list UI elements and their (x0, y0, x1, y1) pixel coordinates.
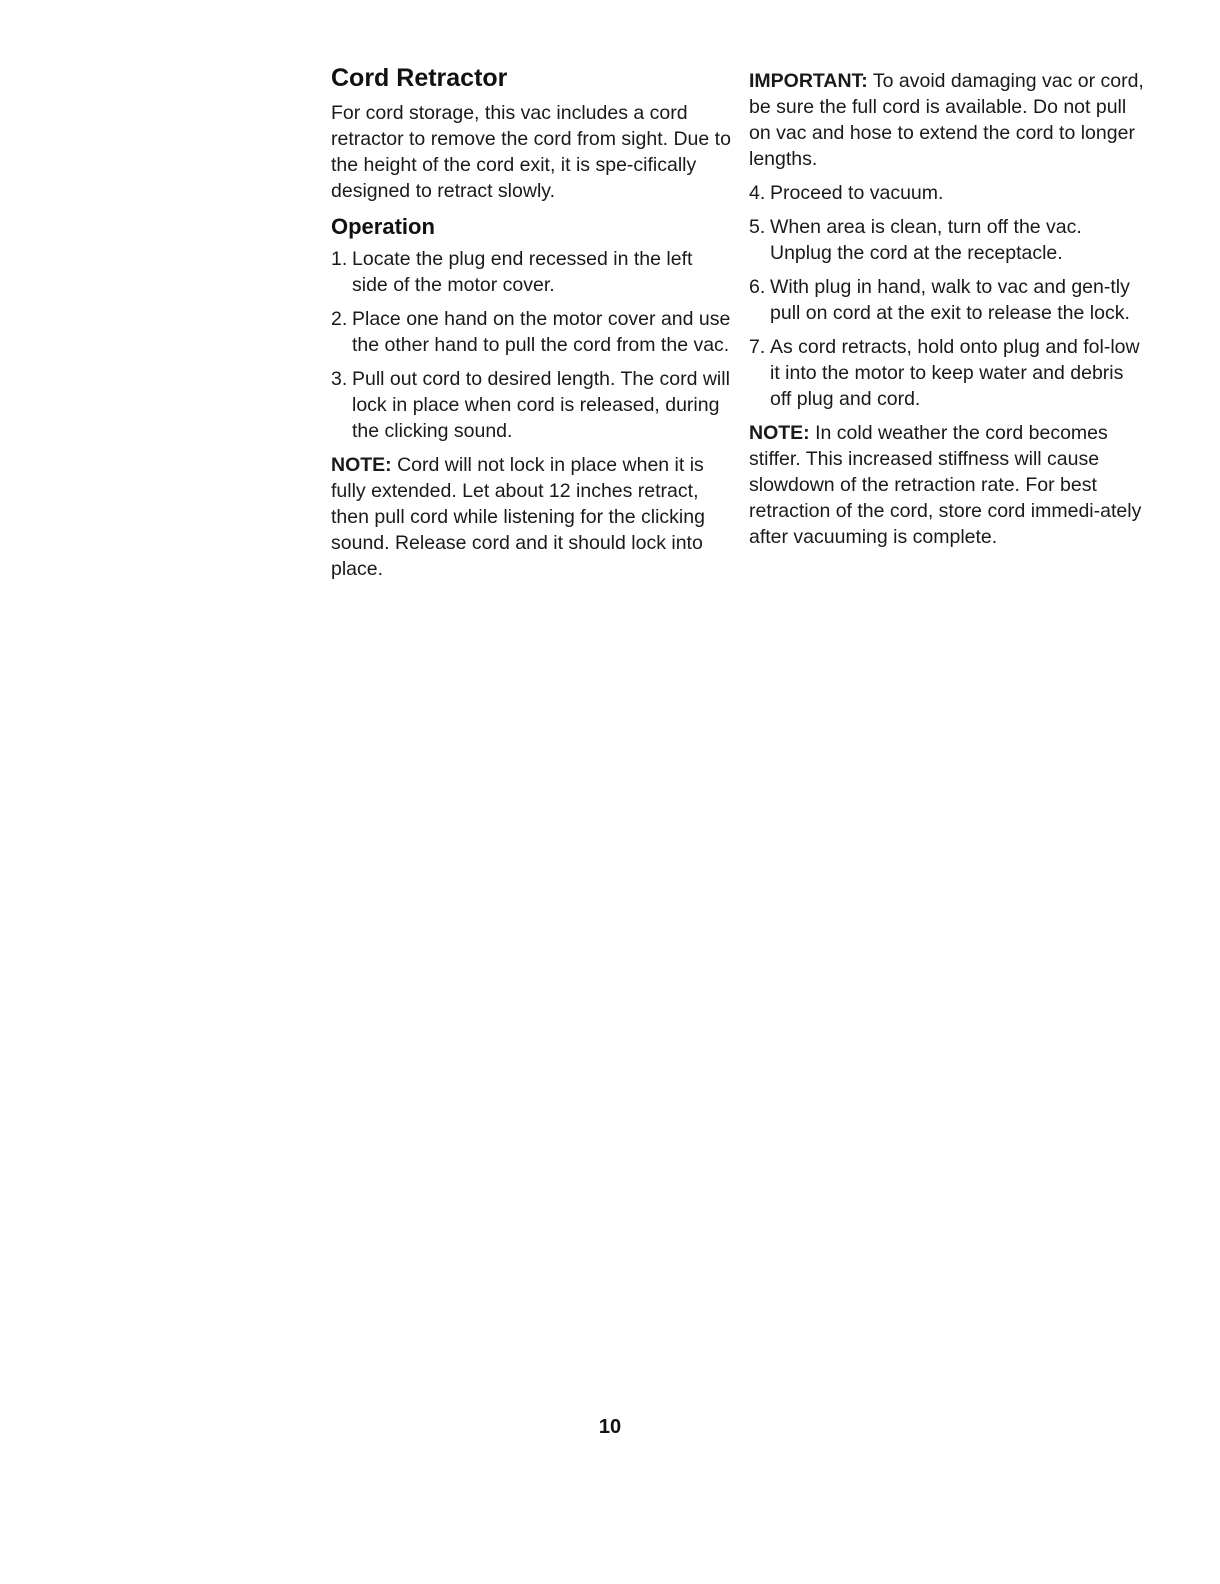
step-text: Proceed to vacuum. (770, 182, 944, 204)
step-number: 1. (331, 248, 348, 270)
list-item (331, 306, 731, 358)
step-number: 6. (749, 276, 766, 298)
important-text: To avoid damaging vac or cord, be sure the full cord is available. Do not pull on vac and hose to extend the cord to longer lengths. (749, 70, 1144, 170)
list-item (749, 214, 1149, 266)
page-number: 10 (598, 1416, 622, 1438)
list-item (331, 366, 731, 444)
step-text: When area is clean, turn off the vac. Unplug the cord at the receptacle. (770, 216, 1082, 264)
step-number: 4. (749, 182, 766, 204)
steps-list-left (331, 246, 731, 444)
subsection-title: Operation (331, 214, 435, 239)
left-column (331, 62, 731, 590)
list-item (749, 274, 1149, 326)
note-text: Cord will not lock in place when it is fully extended. Let about 12 inches retract, then pull cord while listening for the clicking sound. Release cord and it should lock into place. (331, 454, 705, 580)
step-number: 2. (331, 308, 348, 330)
note-paragraph (331, 452, 731, 582)
section-title: Cord Retractor (331, 64, 508, 92)
note-text: In cold weather the cord becomes stiffer. This increased stiffness will cause slowdown of the retraction rate. For best retraction of the cord, store cord immedi-ately after vacuuming is complete. (749, 422, 1142, 548)
steps-list-right (749, 180, 1149, 412)
step-text: With plug in hand, walk to vac and gen-tly pull on cord at the exit to release the lock. (770, 276, 1130, 324)
note-label: NOTE: (331, 454, 392, 476)
step-text: Locate the plug end recessed in the left side of the motor cover. (352, 248, 693, 296)
important-paragraph (749, 68, 1149, 172)
step-number: 3. (331, 368, 348, 390)
step-text: As cord retracts, hold onto plug and fol-low it into the motor to keep water and debris off plug and cord. (770, 336, 1140, 410)
note-paragraph (749, 420, 1149, 550)
intro-paragraph: For cord storage, this vac includes a cord retractor to remove the cord from sight. Due to the height of the cord exit, it is spe-cifically designed to retract slowly. (331, 102, 731, 202)
step-text: Place one hand on the motor cover and use the other hand to pull the cord from the vac. (352, 308, 731, 356)
list-item (749, 180, 1149, 206)
note-label: NOTE: (749, 422, 810, 444)
list-item (749, 334, 1149, 412)
right-column (749, 62, 1149, 558)
step-number: 7. (749, 336, 766, 358)
step-number: 5. (749, 216, 766, 238)
step-text: Pull out cord to desired length. The cord will lock in place when cord is released, during the clicking sound. (352, 368, 730, 442)
list-item (331, 246, 731, 298)
important-label: IMPORTANT: (749, 70, 868, 92)
